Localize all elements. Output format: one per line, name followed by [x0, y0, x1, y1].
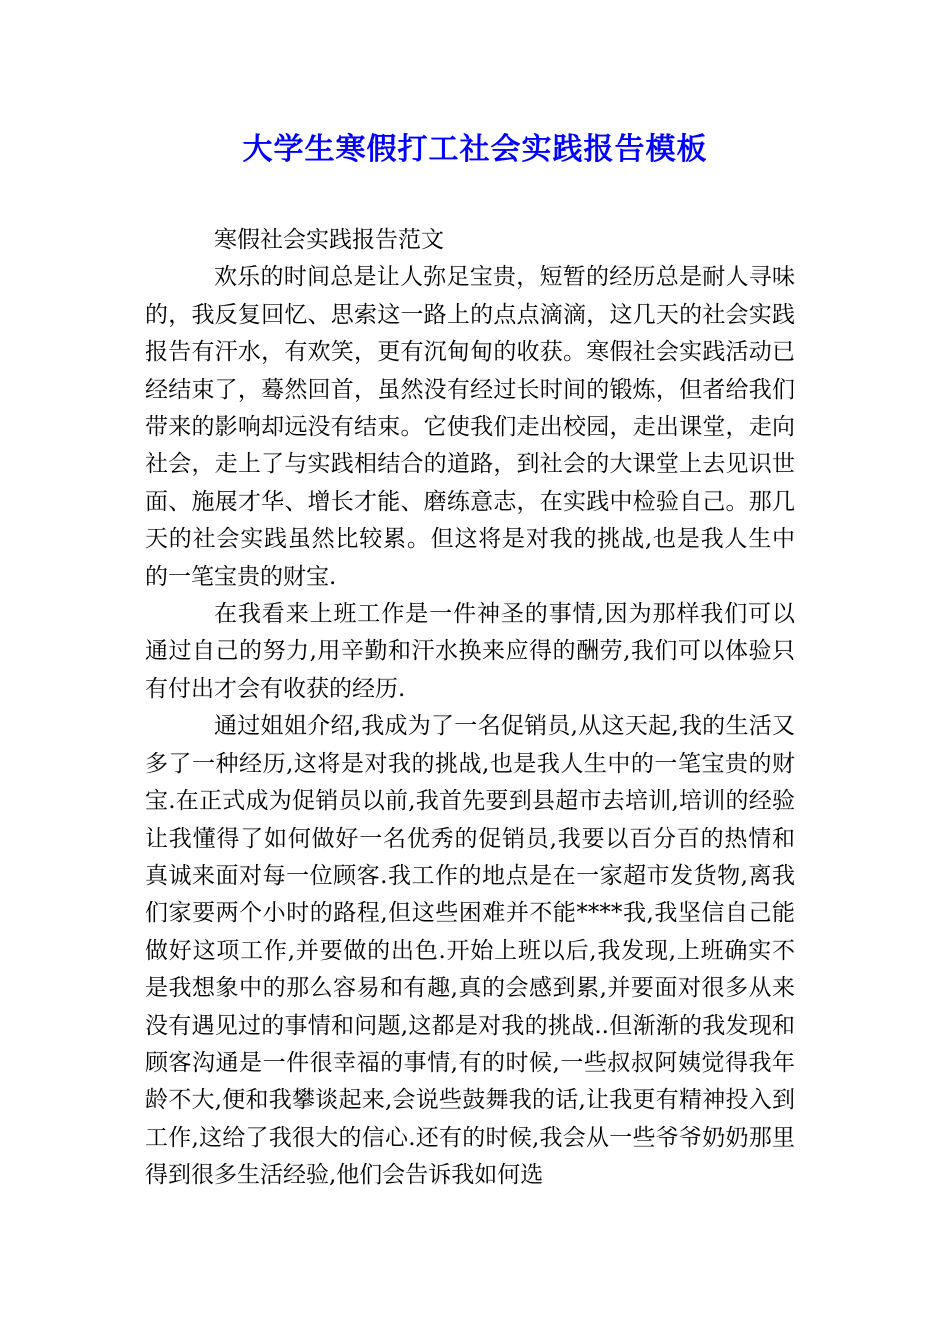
document-body — [145, 222, 795, 1195]
document-title: 大学生寒假打工社会实践报告模板 — [242, 132, 708, 167]
paragraph: 欢乐的时间总是让人弥足宝贵，短暂的经历总是耐人寻味的，我反复回忆、思索这一路上的点点滴滴，这几天的社会实践报告有汗水，有欢笑，更有沉甸甸的收获。寒假社会实践活动已经结束了，蓦然回首，虽然没有经过长时间的锻炼，但者给我们带来的影响却远没有结束。它使我们走出校园，走出课堂，走向社会，走上了与实践相结合的道路，到社会的大课堂上去见识世面、施展才华、增长才能、磨练意志，在实践中检验自己。那几天的社会实践虽然比较累。但这将是对我的挑战,也是我人生中的一笔宝贵的财宝. — [145, 264, 795, 590]
paragraph: 通过姐姐介绍,我成为了一名促销员,从这天起,我的生活又多了一种经历,这将是对我的挑战,也是我人生中的一笔宝贵的财宝.在正式成为促销员以前,我首先要到县超市去培训,培训的经验让我懂得了如何做好一名优秀的促销员,我要以百分百的热情和真诚来面对每一位顾客.我工作的地点是在一家超市发货物,离我们家要两个小时的路程,但这些困难并不能****我,我坚信自己能做好这项工作,并要做的出色.开始上班以后,我发现,上班确实不是我想象中的那么容易和有趣,真的会感到累,并要面对很多从来没有遇见过的事情和问题,这都是对我的挑战..但渐渐的我发现和顾客沟通是一件很幸福的事情,有的时候,一些叔叔阿姨觉得我年龄不大,便和我攀谈起来,会说些鼓舞我的话,让我更有精神投入到工作,这给了我很大的信心.还有的时候,我会从一些爷爷奶奶那里得到很多生活经验,他们会告诉我如何选 — [145, 713, 795, 1189]
paragraph: 在我看来上班工作是一件神圣的事情,因为那样我们可以通过自己的努力,用辛勤和汗水换来应得的酬劳,我们可以体验只有付出才会有收获的经历. — [145, 601, 795, 702]
paragraph-heading: 寒假社会实践报告范文 — [214, 227, 444, 253]
